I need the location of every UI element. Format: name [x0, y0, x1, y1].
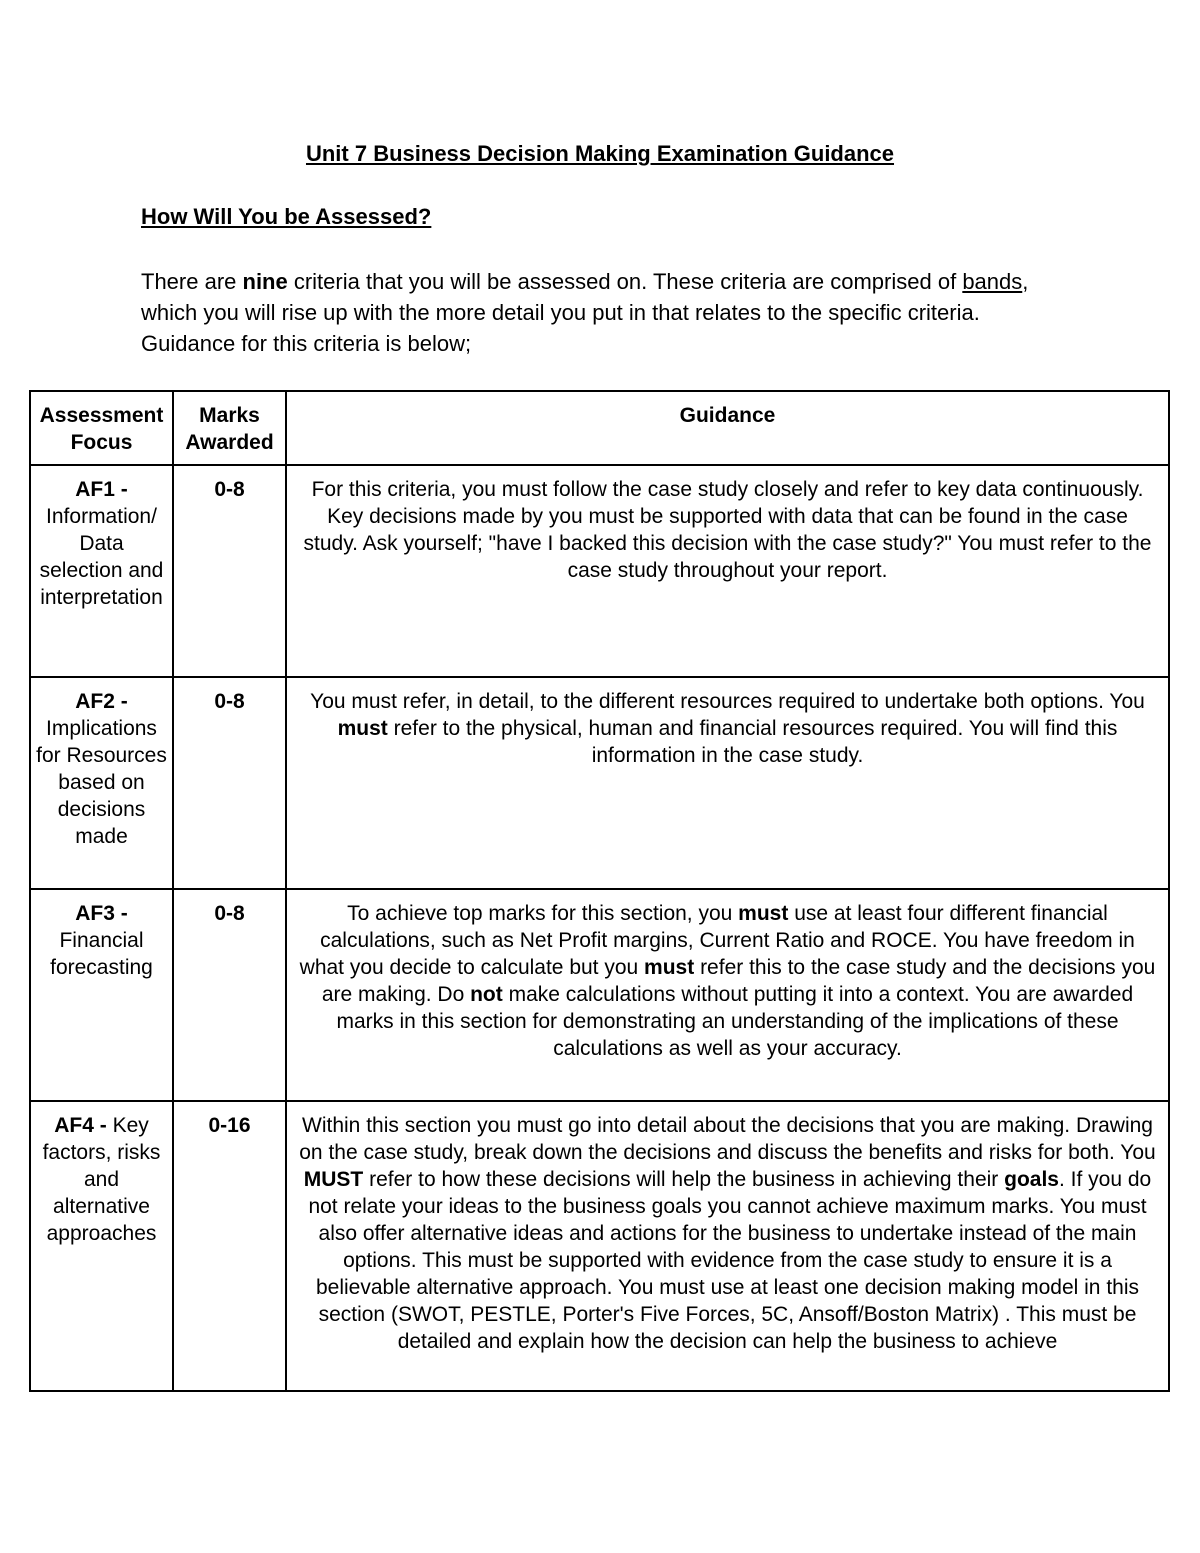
marks-cell: 0-8 [173, 465, 286, 677]
guidance-text: To achieve top marks for this section, you [347, 902, 739, 925]
focus-cell [30, 1101, 173, 1391]
table-row [30, 1101, 1169, 1391]
af-code: AF1 - [75, 478, 128, 501]
guidance-cell [286, 889, 1169, 1101]
guidance-cell [286, 1101, 1169, 1391]
guidance-text: refer this to the case study and the decisions you are making. Do [321, 956, 1156, 1006]
guidance-text: . If you do not relate your ideas to the business goals you cannot achieve maximum marks. You must also offer alternative ideas and actions for the business to undertake instead of the main options. This must be supported with evidence from the case study to ensure it is a believable alternative approach. You must use at least one decision making model in this section (SWOT, PESTLE, Porter's Five Forces, 5C, Ansoff/Boston Matrix) . This must be detailed and explain how the decision can help the business to achieve [308, 1168, 1152, 1353]
af-code: AF3 - [75, 902, 128, 925]
section-heading: How Will You be Assessed? [141, 204, 432, 229]
focus-cell [30, 465, 173, 677]
guidance-emphasis: must [738, 902, 789, 925]
guidance-text: You must refer, in detail, to the different resources required to undertake both options. You [310, 690, 1145, 713]
guidance-text: Within this section you must go into detail about the decisions that you are making. Drawing on the case study, break down the decisions and discuss the benefits and risks for both. You [299, 1114, 1156, 1164]
page-title: Unit 7 Business Decision Making Examination Guidance [305, 141, 895, 166]
guidance-emphasis: goals [1004, 1168, 1059, 1191]
af-label: Implications for Resources based on decisions made [36, 717, 167, 848]
marks-cell: 0-16 [173, 1101, 286, 1391]
guidance-emphasis: must [337, 717, 388, 740]
guidance-emphasis: not [470, 983, 503, 1006]
header-assessment-focus: Assessment Focus [30, 391, 173, 465]
guidance-text: make calculations without putting it into a context. You are awarded marks in this section for demonstrating an understanding of the implications of these calculations as well as your accuracy. [336, 983, 1134, 1060]
header-guidance: Guidance [286, 391, 1169, 465]
intro-text-3: , which you will rise up with the more detail you put in that relates to the specific criteria. Guidance for this criteria is below; [141, 269, 1029, 356]
guidance-cell [286, 465, 1169, 677]
marks-cell: 0-8 [173, 677, 286, 889]
guidance-text: use at least four different financial calculations, such as Net Profit margins, Current Ratio and ROCE. You have freedom in what you decide to calculate but you [299, 902, 1135, 979]
guidance-emphasis: must [644, 956, 695, 979]
intro-paragraph [141, 266, 1061, 359]
intro-bold-nine: nine [242, 269, 288, 294]
criteria-table [29, 390, 1170, 1392]
focus-cell [30, 677, 173, 889]
af-code: AF2 - [75, 690, 128, 713]
table-row [30, 677, 1169, 889]
intro-text-1: There are [141, 269, 243, 294]
guidance-text: refer to how these decisions will help the business in achieving their [363, 1168, 1005, 1191]
guidance-cell [286, 677, 1169, 889]
guidance-text: refer to the physical, human and financial resources required. You will find this information in the case study. [387, 717, 1118, 767]
table-row [30, 465, 1169, 677]
marks-cell: 0-8 [173, 889, 286, 1101]
af-label: Information/ Data selection and interpretation [39, 505, 164, 609]
focus-cell [30, 889, 173, 1101]
af-label: Financial forecasting [50, 929, 153, 979]
guidance-emphasis: MUST [303, 1168, 364, 1191]
guidance-text: For this criteria, you must follow the case study closely and refer to key data continuously. Key decisions made by you must be supported with data that can be found in the case study. Ask yourself; "have I backed this decision with the case study?" You must refer to the case study throughout your report. [303, 478, 1152, 582]
table-header-row [30, 391, 1169, 465]
intro-underlined-bands: bands [962, 269, 1023, 294]
table-row [30, 889, 1169, 1101]
af-label: Key factors, risks and alternative approaches [42, 1114, 161, 1245]
header-marks-awarded: Marks Awarded [173, 391, 286, 465]
af-code: AF4 - [54, 1114, 107, 1137]
intro-text-2: criteria that you will be assessed on. These criteria are comprised of [287, 269, 963, 294]
